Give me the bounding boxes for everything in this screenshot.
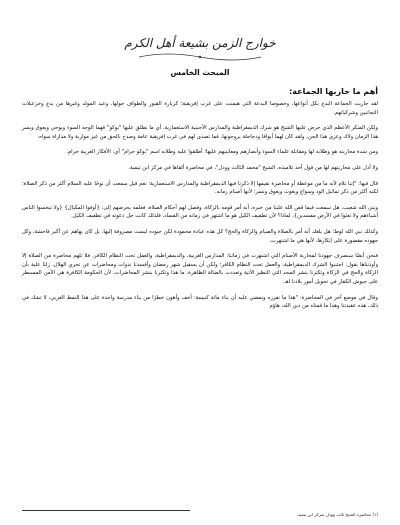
calligraphy-header: خوارج الزمن بشيعة أهل الكرم [124,36,276,50]
paragraph: وبني الله شعيب، هل سمعت فيما قص الله علينا من خبره، أنه أمر قومه بالزكاة، وفصل لهم أحكام الصلاة، فعلمه يحرضهم إلى: {أوفوا المكيال} {ولا تبخسوا الناس أشياءهم ولا تعثوا في الأرض مفسدين}، لماذا؟ لأن تطفيف الكيل هو ما اشتهر في زمانه من الفساد، فلذلك كانت جل دعوته في تطفيف الكيل. [22,204,378,220]
section-title: المبحث الخامس [170,68,230,77]
paragraph: قال فيها: "إننا نلام لأنه ما من موعظة أو محاضرة نقيمها إلا ذكرنا فيها الديمقراطية والمدارس الاستعمارية؛ نعم قيل سمعت أن نوحًا عليه السلام أكثر من ذكر الصلاة؛ لكنه أكثر من ذكر تماثيل الود وسواع ويغوث ويعوق ونسر؛ لأنها أصنام زمانه. [22,180,378,196]
paragraph: ومن شدة محاربته هو وطلابه لها ومقابلة علماء السوء وأنصارهم ومعاينيهم عليها؛ أطلقوا عليه وطلابه اسم "بوكو حرام" أي: الأفكار الغربية حرام. [66,149,378,156]
paragraph: فنحن أيضًا سنصرف جهودنا لمحاربة الأصنام التي اشتهرت في زماننا: المدارس الغربية، والديمقراطية، والعمل تحت النظام الكافر، فلا تلهم محاضرة من الصلاة إلا وأوذنناها بقول: اجتنبوا الشرك الديمقراطية، والعمل تحت النظام الكافر؛ ولكن أن يسقيل شهر رمضان وأفسدنا ندوات ومحاضرات عن تحري الهلال، زلنا علية بأن الزكاة والحج في الزكاة وتكثرنا بنشر المجد التي النظير الآتية وتعددت بالضالة الظاهرة، ما هذا وتكثرنا بنشر المحاضرات، لأن الحكومة الكافرة هي الأمن المسيطر على جيوش الكفار في تحويل أمور بلادنا اهـ. [22,253,378,285]
paragraph: لقد حاربت الجماعة البدع بكل أنواعها، وخصوصا البدعة التي هيمنت على غرب إفريقية؛ كزيارة القبور والطواف حولها، وعيد المولد وغيرها من بدع وخزعبلات التجانيين وشركياتهم. [22,101,378,116]
paragraph: وقال في موضع آخر في المحاضرة: "هذا ما نقرره ونمضي عليه أن بناء مائة كنيسة: أخف وأهون خطرًا من بناء مدرسة واحدة على هذا النمط الغربي، لا تشك في ذلك، هذه عقيدتنا وهذا ما قمناه من دين الله، هاؤم [22,294,378,310]
sub-title: أهم ما حاربها الجماعة: [289,87,378,96]
paragraph: وكذلك نبي الله لوط؛ هل بلغك أنه أمر بالصلاة والصيام والزكاة والحج؟ كل هذه عبادة محمودة لكن جيوده ليست مصروفة إليها، بل كان يهاهم عن أكبر فاحشة، وكل جهوده مقصورة على إنكارها، لأنها هي ما اشتهرت. [22,228,378,244]
ornament-icon [137,52,263,62]
paragraph: ولكن المنكر الأعظم الذي حرض عليها الشيخ هو شرك الديمقراطية والمدارس الأجنبية الاستعمارية، أي ما نطلق عليها "بوكو" فهما الوجه السوء ويوحي ويعوق ويسر هذا الزمان ولاك وعزى هذا الجن، ولقد كان لهما أبواقا ودجاجلة يروجونها، فما تصدى لهم في غرب إفريقية عامة وصدح بالحق من غير مواربة ولا مداراة سواه. [22,125,378,140]
footnote-rule [22,510,190,511]
paragraph: ولا أدل على محاربتهم لها من قول أحد تلاميذه، الشيخ "محمد الثالث وودل"، في محاضرة ألقاها في مركز ابن تيمية. [128,164,378,171]
footnote: (١) محاضرة الشيخ ثالث وودل بمركز ابن تيمية. [296,512,378,517]
